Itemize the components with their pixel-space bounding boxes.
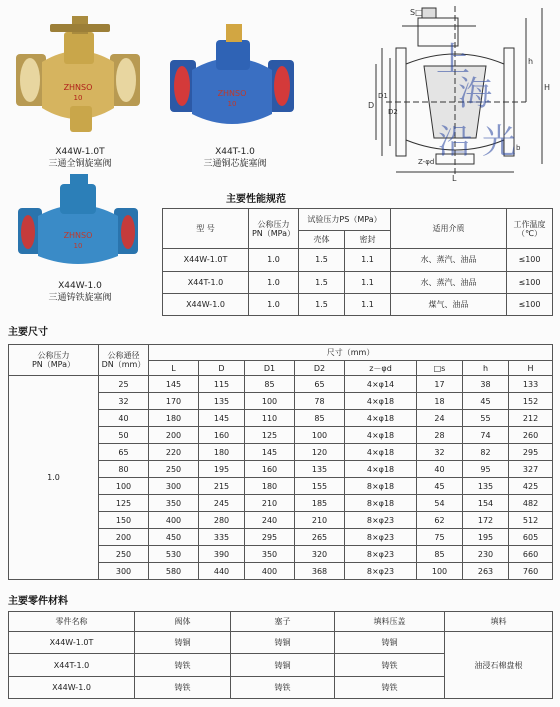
perf-table: [162, 208, 553, 316]
watermark-char: 光: [482, 122, 516, 162]
cell-dn: 200: [99, 529, 149, 546]
cell-dim: 75: [417, 529, 463, 546]
parts-header: 塞子: [231, 612, 335, 632]
cell-shell: 1.5: [299, 271, 345, 293]
cell-pn: 1.0: [249, 249, 299, 271]
cell-dim: 280: [199, 512, 245, 529]
cell-dim: 195: [199, 461, 245, 478]
drawing-label-d1: D1: [378, 92, 388, 100]
dims-header-pn: 公称压力 PN（MPa）: [9, 345, 99, 376]
svg-text:10: 10: [227, 100, 237, 108]
cell-dim: 135: [295, 461, 345, 478]
cell-dim: 62: [417, 512, 463, 529]
cell-dim: 200: [149, 427, 199, 444]
cell-dim: 110: [245, 410, 295, 427]
cell-dim: 133: [509, 376, 553, 393]
cell-dim: 390: [199, 546, 245, 563]
svg-text:ZHNSO: ZHNSO: [63, 83, 93, 92]
parts-header: 零件名称: [9, 612, 135, 632]
cell-part: X44W-1.0T: [9, 632, 135, 654]
cell-model: X44W-1.0: [163, 293, 249, 315]
cell-dim: 45: [463, 393, 509, 410]
cell-model: X44W-1.0T: [163, 249, 249, 271]
cell-shell: 1.5: [299, 249, 345, 271]
parts-header: 填料: [445, 612, 553, 632]
perf-header-pn: 公称压力 PN（MPa）: [249, 209, 299, 249]
cell-dim: 38: [463, 376, 509, 393]
cell-dim: 4×φ18: [345, 410, 417, 427]
dims-col-header: h: [463, 361, 509, 376]
cell-temp: ≤100: [507, 271, 553, 293]
cell-dim: 8×φ23: [345, 512, 417, 529]
cell-dim: 580: [149, 563, 199, 580]
dims-table: [8, 344, 553, 580]
cell-dim: 220: [149, 444, 199, 461]
cell-dim: 100: [245, 393, 295, 410]
cell-dim: 320: [295, 546, 345, 563]
table-row: [9, 376, 553, 393]
cell-dim: 32: [417, 444, 463, 461]
product-name: 三通全铜旋塞阀: [48, 159, 112, 169]
cell-pn: 1.0: [249, 271, 299, 293]
svg-text:ZHNSO: ZHNSO: [63, 231, 93, 240]
cell-dim: 115: [199, 376, 245, 393]
cell-dim: 4×φ18: [345, 461, 417, 478]
cell-dim: 85: [245, 376, 295, 393]
cell-plug: 铸铁: [231, 676, 335, 698]
dims-col-header: L: [149, 361, 199, 376]
drawing-label-h: h: [528, 57, 534, 66]
cell-dim: 125: [245, 427, 295, 444]
cell-dim: 145: [245, 444, 295, 461]
cell-dim: 450: [149, 529, 199, 546]
cell-dim: 18: [417, 393, 463, 410]
drawing-label-hh: H: [544, 83, 551, 92]
cell-dim: 160: [199, 427, 245, 444]
watermark-char: 海: [458, 74, 492, 114]
cell-dim: 152: [509, 393, 553, 410]
cell-dim: 8×φ23: [345, 546, 417, 563]
cell-dim: 4×φ18: [345, 444, 417, 461]
cell-part: X44T-1.0: [9, 654, 135, 676]
cell-model: X44T-1.0: [163, 271, 249, 293]
dims-col-header: D2: [295, 361, 345, 376]
cell-media: 煤气、油品: [391, 293, 507, 315]
product-name: 三通铸铁旋塞阀: [48, 293, 112, 303]
cell-dim: 65: [295, 376, 345, 393]
dims-col-header: D: [199, 361, 245, 376]
product-model: X44T-1.0: [215, 147, 255, 157]
cell-dim: 85: [417, 546, 463, 563]
technical-drawing: [366, 4, 556, 186]
product-caption-cast-iron: [10, 280, 150, 304]
cell-dim: 24: [417, 410, 463, 427]
cell-dn: 65: [99, 444, 149, 461]
cell-dim: 28: [417, 427, 463, 444]
product-model: X44W-1.0: [58, 281, 102, 291]
svg-text:10: 10: [73, 242, 83, 250]
cell-dim: 350: [149, 495, 199, 512]
drawing-label-d: D: [368, 101, 375, 110]
dims-col-header: z－φd: [345, 361, 417, 376]
dims-col-header: D1: [245, 361, 295, 376]
cell-dim: 215: [199, 478, 245, 495]
cell-dim: 155: [295, 478, 345, 495]
cell-dim: 135: [199, 393, 245, 410]
cell-dim: 45: [417, 478, 463, 495]
cell-dim: 100: [417, 563, 463, 580]
cell-part: X44W-1.0: [9, 676, 135, 698]
parts-header: 填料压盖: [335, 612, 445, 632]
cell-dim: 82: [463, 444, 509, 461]
cell-dim: 195: [463, 529, 509, 546]
cell-pn: 1.0: [9, 376, 99, 580]
table-row: [163, 271, 553, 293]
cell-dim: 230: [463, 546, 509, 563]
cell-dim: 512: [509, 512, 553, 529]
cell-temp: ≤100: [507, 293, 553, 315]
product-name: 三通铜芯旋塞阀: [203, 159, 267, 169]
cell-dim: 530: [149, 546, 199, 563]
perf-header-shell: 壳体: [299, 231, 345, 249]
table-row: [9, 632, 553, 654]
cell-dn: 40: [99, 410, 149, 427]
dims-header-size: 尺寸（mm）: [149, 345, 553, 361]
svg-text:10: 10: [73, 94, 83, 102]
dims-col-header: H: [509, 361, 553, 376]
cell-seal: 1.1: [345, 271, 391, 293]
cell-dim: 295: [509, 444, 553, 461]
cell-dn: 100: [99, 478, 149, 495]
cell-temp: ≤100: [507, 249, 553, 271]
cell-dim: 368: [295, 563, 345, 580]
cell-dim: 425: [509, 478, 553, 495]
cell-dim: 400: [149, 512, 199, 529]
perf-section-title: 主要性能规范: [226, 194, 286, 205]
cell-dim: 180: [245, 478, 295, 495]
watermark-char: 上: [436, 40, 470, 80]
cell-dn: 50: [99, 427, 149, 444]
cell-dim: 54: [417, 495, 463, 512]
product-image-copper-core: [168, 18, 298, 138]
perf-header-test: 试验压力PS（MPa）: [299, 209, 391, 231]
cell-dim: 4×φ18: [345, 393, 417, 410]
cell-dim: 78: [295, 393, 345, 410]
cell-dim: 74: [463, 427, 509, 444]
product-model: X44W-1.0T: [55, 147, 105, 157]
cell-dim: 605: [509, 529, 553, 546]
cell-dim: 300: [149, 478, 199, 495]
cell-dim: 4×φ14: [345, 376, 417, 393]
cell-dim: 8×φ23: [345, 529, 417, 546]
cell-dim: 4×φ18: [345, 427, 417, 444]
cell-dim: 120: [295, 444, 345, 461]
cell-packing: 油浸石棉盘根: [445, 632, 553, 699]
cell-dn: 80: [99, 461, 149, 478]
product-image-brass: [14, 10, 144, 138]
cell-plug: 铸铜: [231, 632, 335, 654]
cell-dim: 154: [463, 495, 509, 512]
cell-seal: 1.1: [345, 249, 391, 271]
cell-dim: 8×φ23: [345, 563, 417, 580]
cell-dn: 32: [99, 393, 149, 410]
cell-dim: 350: [245, 546, 295, 563]
parts-section-title: 主要零件材料: [8, 596, 68, 607]
drawing-label-zphi: Z-φd: [418, 158, 435, 166]
cell-shell: 1.5: [299, 293, 345, 315]
cell-dim: 8×φ18: [345, 478, 417, 495]
cell-pn: 1.0: [249, 293, 299, 315]
cell-dim: 760: [509, 563, 553, 580]
cell-plug: 铸铜: [231, 654, 335, 676]
parts-header: 阀体: [135, 612, 231, 632]
cell-dn: 150: [99, 512, 149, 529]
cell-media: 水、蒸汽、油品: [391, 271, 507, 293]
cell-dim: 210: [245, 495, 295, 512]
perf-header-seal: 密封: [345, 231, 391, 249]
cell-media: 水、蒸汽、油品: [391, 249, 507, 271]
cell-gland: 铸铁: [335, 676, 445, 698]
dims-section-title: 主要尺寸: [8, 327, 48, 338]
drawing-label-b: b: [516, 144, 521, 152]
cell-dim: 265: [295, 529, 345, 546]
cell-dim: 263: [463, 563, 509, 580]
cell-dim: 440: [199, 563, 245, 580]
cell-dim: 8×φ18: [345, 495, 417, 512]
cell-body: 铸铜: [135, 632, 231, 654]
cell-dim: 100: [295, 427, 345, 444]
table-row: [163, 293, 553, 315]
cell-dn: 125: [99, 495, 149, 512]
cell-dim: 135: [463, 478, 509, 495]
cell-dim: 185: [295, 495, 345, 512]
cell-dim: 660: [509, 546, 553, 563]
drawing-label-l: L: [452, 174, 457, 183]
watermark-char: 沿: [438, 122, 472, 162]
cell-gland: 铸铜: [335, 632, 445, 654]
cell-dim: 295: [245, 529, 295, 546]
cell-seal: 1.1: [345, 293, 391, 315]
cell-dim: 240: [245, 512, 295, 529]
cell-dim: 160: [245, 461, 295, 478]
cell-dim: 145: [149, 376, 199, 393]
svg-text:ZHNSO: ZHNSO: [217, 89, 247, 98]
cell-dim: 482: [509, 495, 553, 512]
product-caption-brass: [10, 146, 150, 170]
perf-header-temp: 工作温度 （℃）: [507, 209, 553, 249]
cell-gland: 铸铁: [335, 654, 445, 676]
cell-dim: 250: [149, 461, 199, 478]
dims-col-header: □s: [417, 361, 463, 376]
cell-dim: 212: [509, 410, 553, 427]
cell-dim: 245: [199, 495, 245, 512]
cell-dim: 170: [149, 393, 199, 410]
cell-dim: 327: [509, 461, 553, 478]
drawing-label-s: S□: [410, 8, 423, 17]
cell-dim: 260: [509, 427, 553, 444]
cell-dim: 145: [199, 410, 245, 427]
perf-header-media: 适用介质: [391, 209, 507, 249]
cell-dim: 85: [295, 410, 345, 427]
product-image-cast-iron: [14, 172, 144, 274]
cell-dim: 400: [245, 563, 295, 580]
drawing-label-d2: D2: [388, 108, 398, 116]
cell-dn: 250: [99, 546, 149, 563]
cell-dim: 40: [417, 461, 463, 478]
cell-dim: 210: [295, 512, 345, 529]
cell-dim: 335: [199, 529, 245, 546]
cell-dn: 25: [99, 376, 149, 393]
perf-header-model: 型 号: [163, 209, 249, 249]
cell-body: 铸铁: [135, 676, 231, 698]
cell-dim: 95: [463, 461, 509, 478]
cell-body: 铸铁: [135, 654, 231, 676]
cell-dim: 55: [463, 410, 509, 427]
dims-header-dn: 公称通径 DN（mm）: [99, 345, 149, 376]
cell-dim: 172: [463, 512, 509, 529]
product-caption-copper-core: [165, 146, 305, 170]
cell-dim: 180: [149, 410, 199, 427]
table-row: [163, 249, 553, 271]
cell-dim: 180: [199, 444, 245, 461]
parts-table: [8, 611, 553, 699]
cell-dn: 300: [99, 563, 149, 580]
cell-dim: 17: [417, 376, 463, 393]
